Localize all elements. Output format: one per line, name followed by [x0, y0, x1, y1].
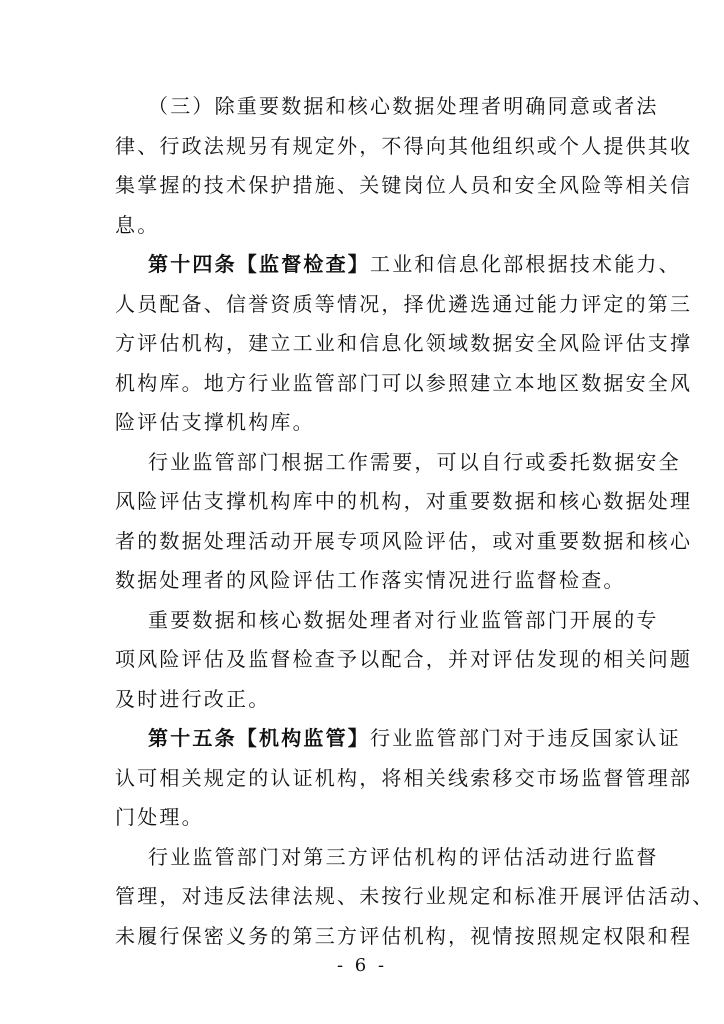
line-text: 认可相关规定的认证机构，将相关线索移交市场监督管理部	[115, 766, 693, 790]
article-first-line	[115, 250, 681, 278]
text-line	[115, 448, 681, 476]
text-line	[115, 882, 715, 910]
line-text: 息。	[115, 213, 160, 237]
page-number: - 6 -	[336, 955, 388, 976]
line-text: （三）除重要数据和核心数据处理者明确同意或者法	[148, 94, 659, 118]
line-text: 风险评估支撑机构库中的机构，对重要数据和核心数据处理	[115, 489, 693, 513]
text-line	[115, 369, 693, 397]
text-line	[115, 645, 693, 673]
line-text: 人员配备、信誉资质等情况，择优遴选通过能力评定的第三	[115, 292, 693, 316]
line-text: 工业和信息化部根据技术能力、	[370, 252, 681, 276]
article-first-line	[115, 724, 681, 752]
text-line	[115, 329, 693, 357]
line-text: 机构库。地方行业监管部门可以参照建立本地区数据安全风	[115, 371, 693, 395]
text-line	[115, 764, 693, 792]
line-text: 行业监管部门对于违反国家认证	[370, 726, 681, 750]
text-line	[115, 566, 626, 594]
text-line	[115, 606, 659, 634]
text-line	[115, 685, 611, 713]
text-line	[115, 487, 693, 515]
text-line	[115, 843, 659, 871]
line-text: 未履行保密义务的第三方评估机构，视情按照规定权限和程	[115, 924, 693, 948]
line-text: 及时进行改正。	[115, 687, 271, 711]
line-text: 方评估机构，建立工业和信息化领域数据安全风险评估支撑	[115, 331, 693, 355]
text-line	[115, 408, 611, 436]
line-text: 者的数据处理活动开展专项风险评估，或对重要数据和核心	[115, 529, 693, 553]
line-text: 行业监管部门根据工作需要，可以自行或委托数据安全	[148, 450, 681, 474]
line-text: 律、行政法规另有规定外，不得向其他组织或个人提供其收	[115, 134, 693, 158]
text-line	[115, 132, 693, 160]
line-text: 行业监管部门对第三方评估机构的评估活动进行监督	[148, 845, 659, 869]
article-heading: 第十五条【机构监管】	[148, 726, 370, 750]
line-text: 项风险评估及监督检查予以配合，并对评估发现的相关问题	[115, 647, 693, 671]
line-text: 集掌握的技术保护措施、关键岗位人员和安全风险等相关信	[115, 173, 693, 197]
line-text: 门处理。	[115, 805, 204, 829]
text-line	[115, 290, 693, 318]
text-line	[115, 211, 611, 239]
text-line	[115, 527, 693, 555]
text-line	[115, 803, 611, 831]
article-heading: 第十四条【监督检查】	[148, 252, 370, 276]
line-text: 险评估支撑机构库。	[115, 410, 315, 434]
line-text: 管理，对违反法律法规、未按行业规定和标准开展评估活动、	[115, 884, 715, 908]
text-line	[115, 171, 693, 199]
line-text: 数据处理者的风险评估工作落实情况进行监督检查。	[115, 568, 626, 592]
line-text: 重要数据和核心数据处理者对行业监管部门开展的专	[148, 608, 659, 632]
text-line	[115, 922, 693, 950]
text-line	[115, 92, 659, 120]
